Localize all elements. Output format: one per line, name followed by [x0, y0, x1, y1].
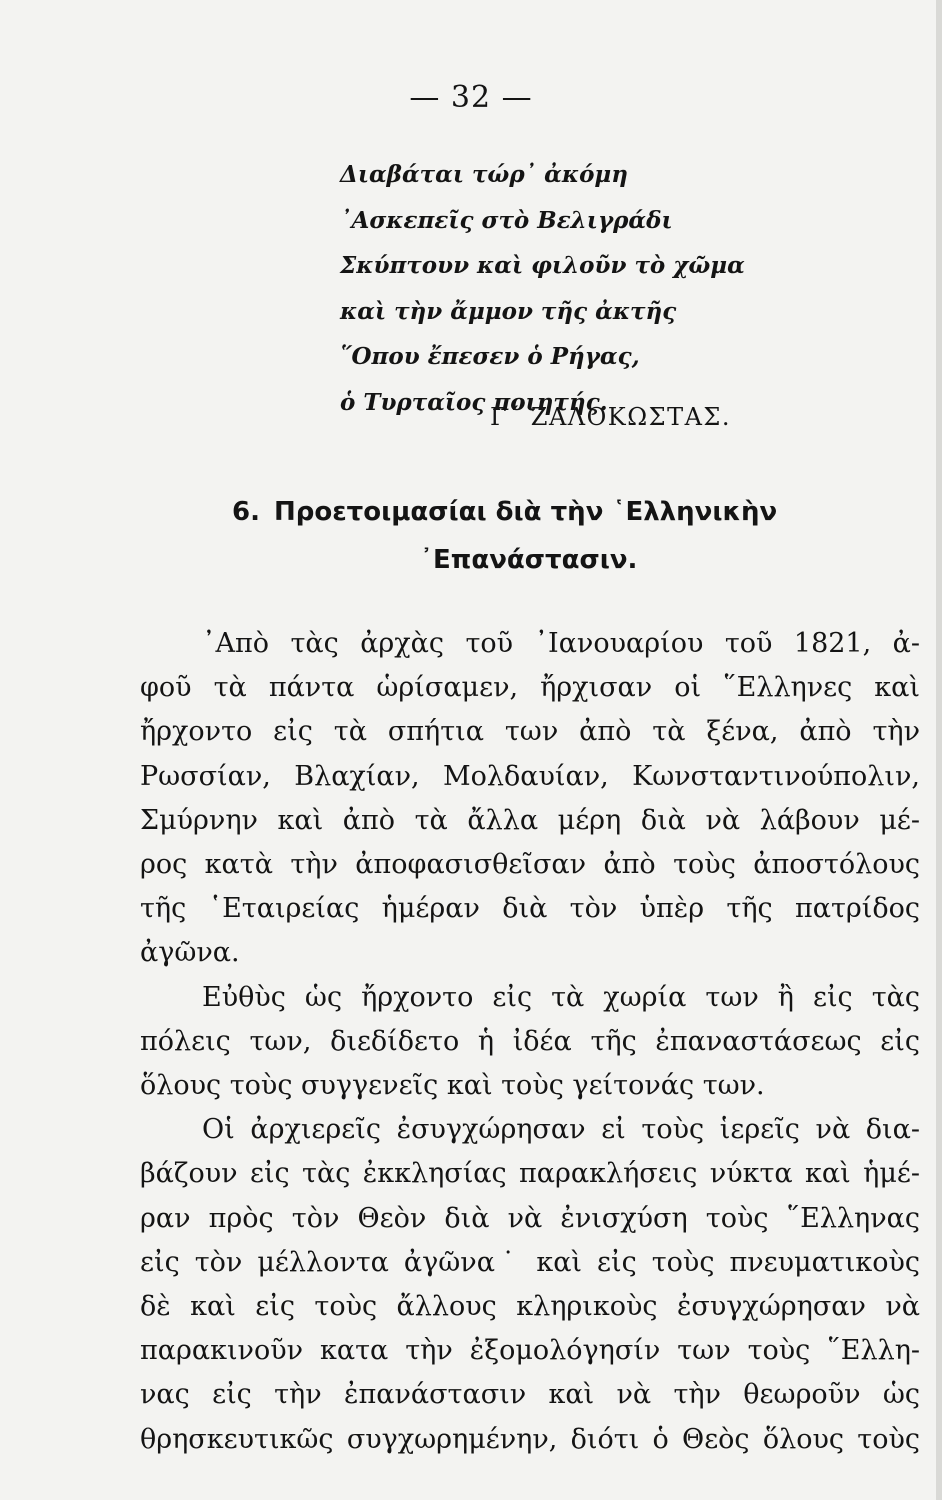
text-line: Οἱ ἀρχιερεῖς ἐσυγχώρησαν εἰ τοὺς ἱερεῖς νὰ δια- — [202, 1114, 920, 1146]
body-text — [140, 622, 920, 1462]
section-title-line1: Προετοιμασίαι διὰ τὴν ῾Ελληνικὴν — [273, 497, 778, 527]
text-line: βάζουν εἰς τὰς ἐκκλησίας παρακλήσεις νύκτα καὶ ἡμέ- — [140, 1158, 920, 1190]
text-line: Σμύρνην καὶ ἀπὸ τὰ ἄλλα μέρη διὰ νὰ λάβουν μέ- — [140, 804, 920, 836]
text-line: Ρωσσίαν, Βλαχίαν, Μολδαυίαν, Κωνσταντινούπολιν, — [140, 760, 920, 792]
poem-line: Σκύπτουν καὶ φιλοῦν τὸ χῶμα — [340, 252, 745, 279]
page-number: — 32 — — [409, 80, 533, 115]
text-line: ραν πρὸς τὸν Θεὸν διὰ νὰ ἐνισχύση τοὺς ῞Ελληνας — [140, 1202, 920, 1234]
page-edge — [936, 0, 942, 1500]
text-line: θρησκευτικῶς συγχωρημένην, διότι ὁ Θεὸς ὅλους τοὺς — [140, 1423, 920, 1455]
text-line: ἤρχοντο εἰς τὰ σπήτια των ἀπὸ τὰ ξένα, ἀπὸ τὴν — [140, 716, 920, 748]
section-number: 6. — [232, 497, 260, 527]
text-line: ρος κατὰ τὴν ἀποφασισθεῖσαν ἀπὸ τοὺς ἀποστόλους — [140, 849, 920, 881]
text-line: παρακινοῦν κατα τὴν ἐξομολόγησίν των τοὺς ῞Ελλη- — [140, 1335, 920, 1367]
text-line: εἰς τὸν μέλλοντα ἀγῶνα˙ καὶ εἰς τοὺς πνευματικοὺς — [140, 1246, 920, 1278]
poem-quote — [340, 152, 745, 425]
text-line: δὲ καὶ εἰς τοὺς ἄλλους κληρικοὺς ἐσυγχώρησαν νὰ — [140, 1291, 920, 1323]
section-heading — [232, 488, 852, 584]
text-line: νας εἰς τὴν ἐπανάστασιν καὶ νὰ τὴν θεωροῦν ὡς — [140, 1379, 920, 1411]
text-line: ᾽Απὸ τὰς ἀρχὰς τοῦ ᾽Ιανουαρίου τοῦ 1821, ἀ- — [202, 628, 920, 659]
paragraph — [140, 622, 920, 976]
poem-line: ῞Οπου ἔπεσεν ὁ Ρήγας, — [340, 343, 640, 370]
poem-line: Διαβάται τώρ᾽ ἀκόμη — [340, 161, 628, 188]
poem-line: ὁ Τυρταῖος ποιητής. — [340, 388, 608, 416]
section-title-line2: ᾽Επανάστασιν. — [420, 545, 638, 575]
poem-line: καὶ τὴν ἄμμον τῆς ἀκτῆς — [340, 297, 677, 325]
text-line: πόλεις των, διεδίδετο ἡ ἰδέα τῆς ἐπαναστάσεως εἰς — [140, 1025, 920, 1057]
text-line: ὅλους τοὺς συγγενεῖς καὶ τοὺς γείτονάς των. — [140, 1070, 765, 1102]
paragraph — [140, 1108, 920, 1462]
paragraph — [140, 976, 920, 1109]
poem-author: Γ΄ ΖΑΛΟΚΩΣΤΑΣ. — [490, 403, 732, 431]
text-line: ἀγῶνα. — [140, 937, 240, 969]
text-line: Εὐθὺς ὡς ἤρχοντο εἰς τὰ χωρία των ἢ εἰς τὰς — [202, 981, 920, 1013]
text-line: φοῦ τὰ πάντα ὡρίσαμεν, ἤρχισαν οἱ ῞Ελληνες καὶ — [140, 672, 920, 704]
text-line: τῆς ῾Εταιρείας ἡμέραν διὰ τὸν ὑπὲρ τῆς πατρίδος — [140, 893, 920, 925]
poem-line: ᾽Ασκεπεῖς στὸ Βελιγράδι — [340, 206, 673, 234]
